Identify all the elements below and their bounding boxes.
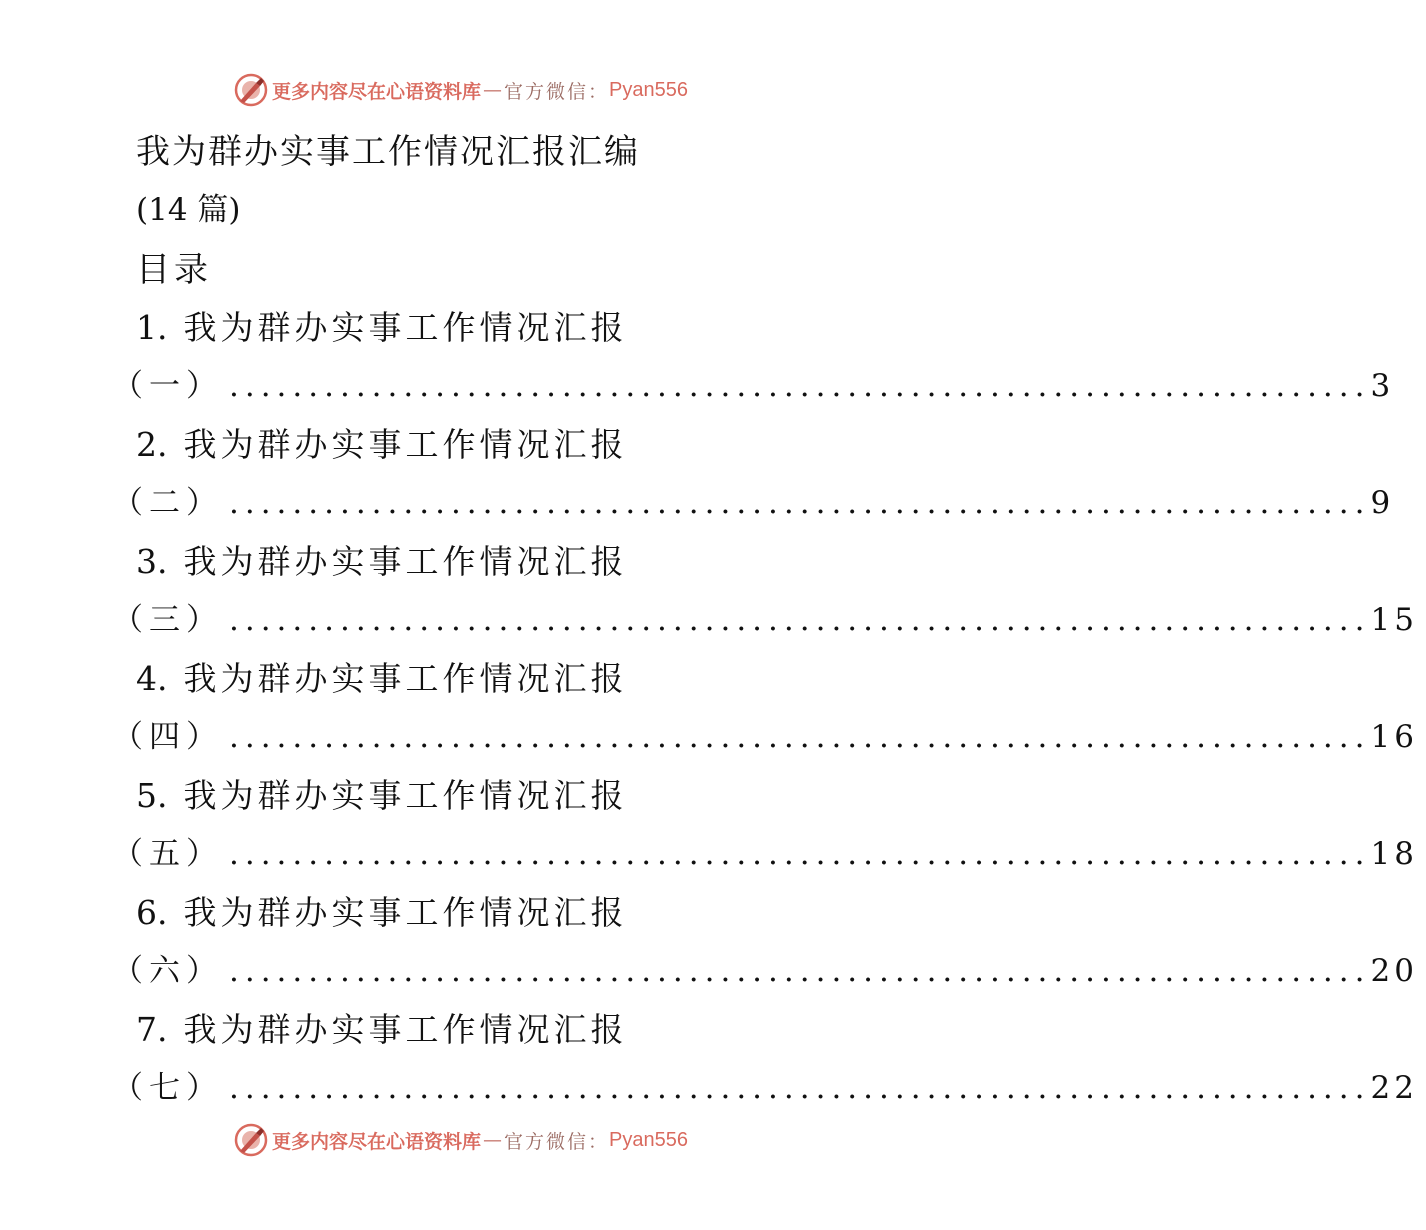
- toc-entry-number: 4.: [136, 659, 168, 698]
- toc-entry-title-line: [136, 302, 628, 349]
- toc-entry-suffix: （一）: [112, 368, 223, 404]
- pen-logo-icon: [234, 73, 268, 107]
- toc-entry[interactable]: [0, 419, 1395, 536]
- watermark-main-text: 更多内容尽在心语资料库: [272, 1130, 482, 1153]
- toc-entry-suffix: （三）: [112, 602, 223, 638]
- toc-dot-leader: ........................................................................: [229, 836, 1371, 872]
- toc-entry-suffix: （六）: [112, 953, 223, 989]
- toc-entry-title-line: [136, 419, 628, 466]
- toc-dot-leader: ........................................................................: [229, 953, 1371, 989]
- toc-entry-leader-line: [112, 828, 1418, 873]
- toc-dot-leader: ........................................................................: [229, 602, 1371, 638]
- toc-entry-page: 18: [1370, 836, 1418, 872]
- toc-dot-leader: ........................................................................: [229, 719, 1371, 755]
- toc-entry-page: 9: [1370, 485, 1395, 521]
- toc-entry-number: 3.: [136, 542, 168, 581]
- toc-entry-leader-line: [112, 1062, 1418, 1107]
- toc-entry-suffix: （四）: [112, 719, 223, 755]
- toc-entry-title-line: [136, 770, 628, 817]
- watermark-label: 官方微信：: [504, 1130, 610, 1153]
- toc-entry-suffix: （七）: [112, 1070, 223, 1106]
- toc-entry[interactable]: [0, 887, 1418, 1004]
- pen-logo-icon: [234, 1123, 268, 1157]
- toc-entry[interactable]: [0, 653, 1418, 770]
- toc-entry-title: 我为群办实事工作情况汇报: [183, 1010, 628, 1049]
- toc-heading: 目录: [136, 250, 212, 290]
- toc-entry-number: 6.: [136, 893, 168, 932]
- toc-entry-leader-line: [112, 477, 1395, 522]
- toc-entry-leader-line: [112, 360, 1395, 405]
- toc-entry-title-line: [136, 653, 628, 700]
- toc-entry-title: 我为群办实事工作情况汇报: [183, 893, 628, 932]
- toc-entry[interactable]: [0, 302, 1395, 419]
- watermark-label: 官方微信：: [504, 80, 610, 103]
- watermark-banner-top: [234, 72, 688, 108]
- watermark-wechat-id: Pyan556: [609, 1128, 688, 1151]
- toc-dot-leader: ........................................................................: [229, 368, 1371, 404]
- toc-entry-title: 我为群办实事工作情况汇报: [183, 542, 628, 581]
- toc-entry-page: 3: [1370, 368, 1395, 404]
- toc-entry-page: 16: [1370, 719, 1418, 755]
- toc-entry-page: 15: [1370, 602, 1418, 638]
- toc-entry-suffix: （二）: [112, 485, 223, 521]
- toc-entry-number: 7.: [136, 1010, 168, 1049]
- toc-dot-leader: ........................................................................: [229, 485, 1371, 521]
- toc-entry-number: 1.: [136, 308, 168, 347]
- toc-entry[interactable]: [0, 770, 1418, 887]
- toc-entry-suffix: （五）: [112, 836, 223, 872]
- toc-entry-title: 我为群办实事工作情况汇报: [183, 659, 628, 698]
- watermark-main-text: 更多内容尽在心语资料库: [272, 80, 482, 103]
- toc-entry-title-line: [136, 536, 628, 583]
- toc-entry-title: 我为群办实事工作情况汇报: [183, 776, 628, 815]
- toc-entry-number: 5.: [136, 776, 168, 815]
- toc-entry-page: 22: [1370, 1070, 1418, 1106]
- toc-entry-number: 2.: [136, 425, 168, 464]
- document-subtitle: (14 篇): [136, 192, 241, 228]
- toc-entry-title: 我为群办实事工作情况汇报: [183, 308, 628, 347]
- toc-entry[interactable]: [0, 1004, 1418, 1121]
- toc-entry-leader-line: [112, 945, 1418, 990]
- toc-entry-page: 20: [1370, 953, 1418, 989]
- toc-entry-title-line: [136, 1004, 628, 1051]
- watermark-banner-bottom: [234, 1122, 688, 1158]
- toc-entry[interactable]: [0, 536, 1418, 653]
- watermark-wechat-id: Pyan556: [609, 78, 688, 101]
- toc-entry-title: 我为群办实事工作情况汇报: [183, 425, 628, 464]
- toc-entry-leader-line: [112, 711, 1418, 756]
- toc-entry-title-line: [136, 887, 628, 934]
- toc-entry-leader-line: [112, 594, 1418, 639]
- toc-dot-leader: ........................................................................: [229, 1070, 1371, 1106]
- document-title: 我为群办实事工作情况汇报汇编: [136, 132, 640, 172]
- watermark-separator: —: [483, 1129, 503, 1151]
- watermark-separator: —: [483, 79, 503, 101]
